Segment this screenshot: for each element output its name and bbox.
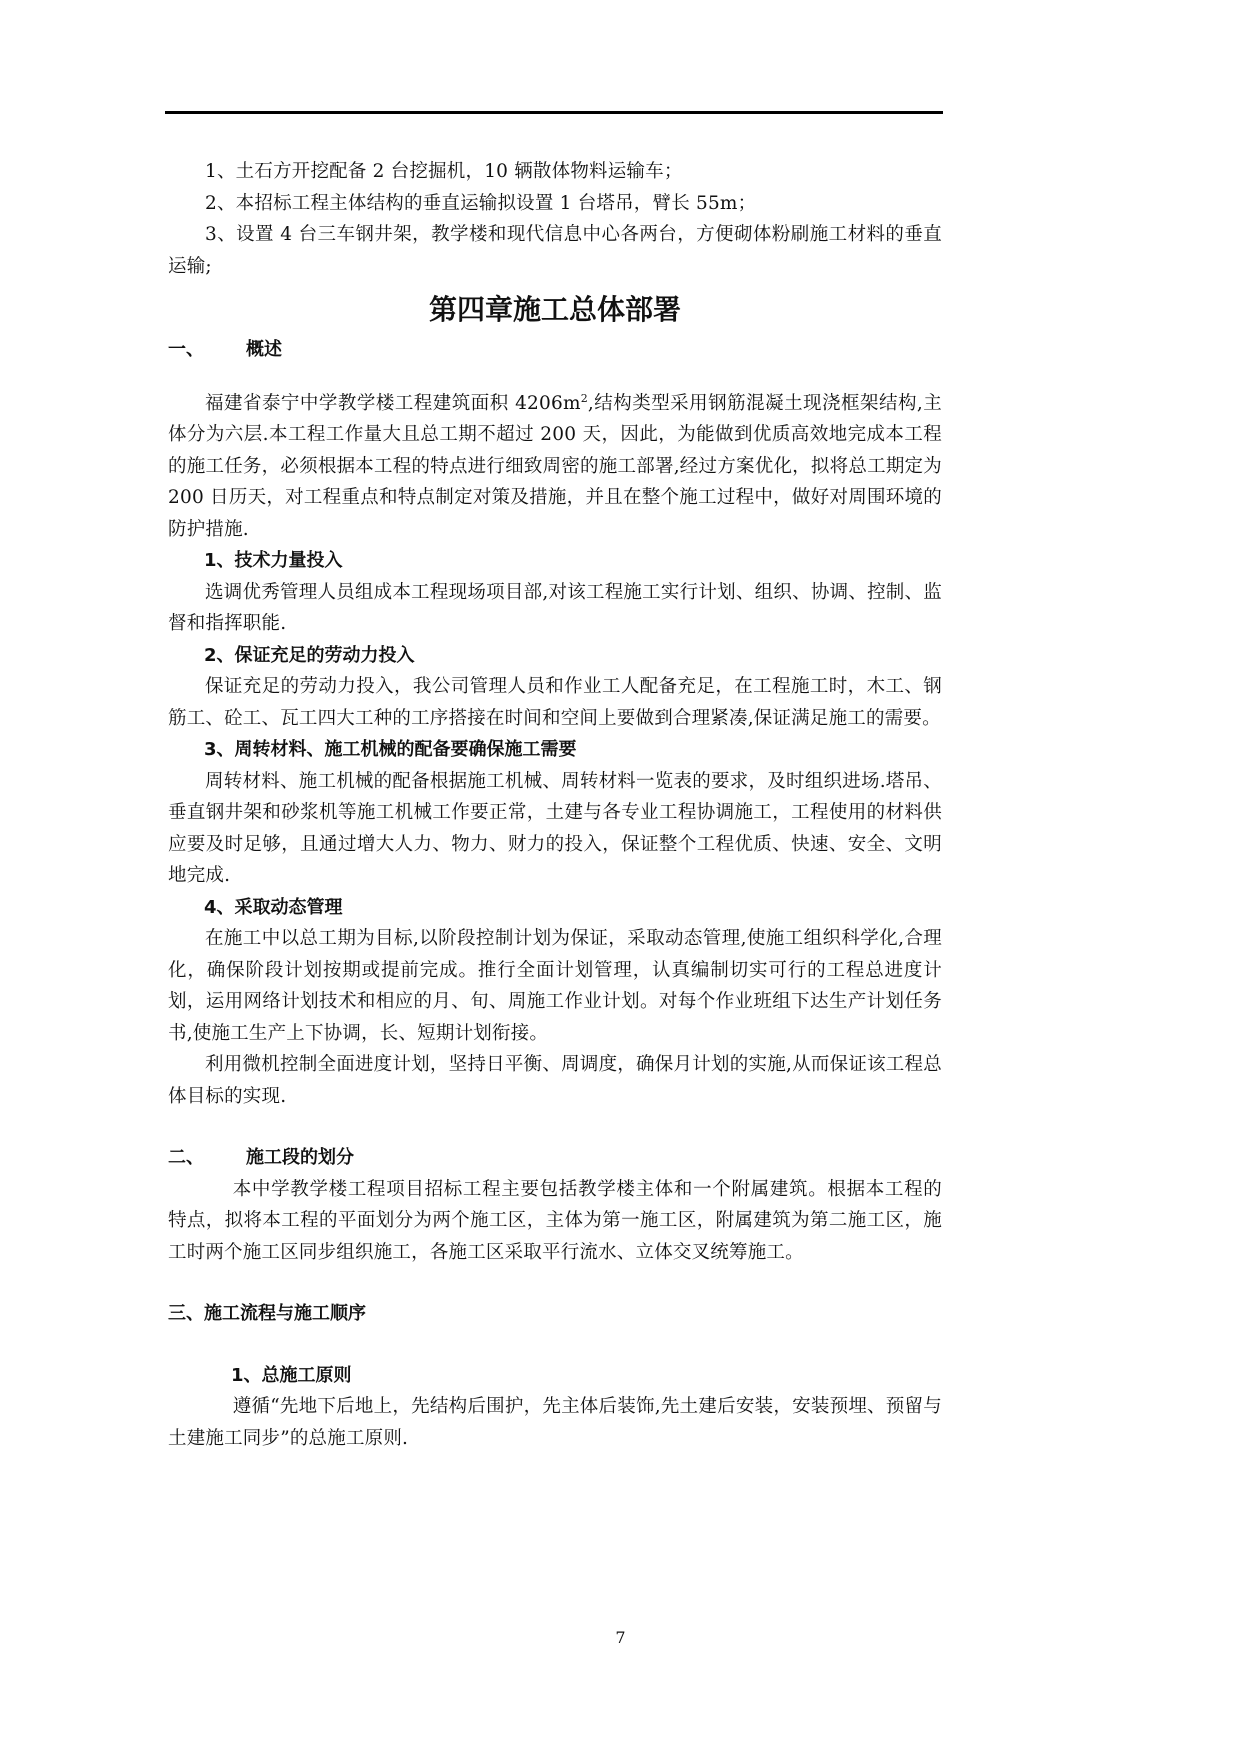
page-number: 7	[615, 1628, 626, 1647]
body-paragraph: 利用微机控制全面进度计划，坚持日平衡、周调度，确保月计划的实施,从而保证该工程总体目标的实现.	[168, 1054, 942, 1107]
body-paragraph: 周转材料、施工机械的配备根据施工机械、周转材料一览表的要求，及时组织进场.塔吊、垂直钢井架和砂浆机等施工机械工作要正常，土建与各专业工程协调施工，工程使用的材料供应要及时足够，且通过增大人力、物力、财力的投入，保证整个工程优质、快速、安全、文明地完成.	[168, 770, 942, 886]
document-page	[168, 130, 942, 1454]
superscript: 2	[580, 391, 588, 405]
intro-list-item: 2、本招标工程主体结构的垂直运输拟设置 1 台塔吊，臂长 55m；	[205, 192, 757, 214]
section-heading-division	[168, 1142, 942, 1174]
principle-paragraph: 遵循“先地下后地上，先结构后围护，先主体后装饰,先土建后安装，安装预埋、预留与土建施工同步”的总施工原则.	[168, 1396, 942, 1449]
division-paragraph: 本中学教学楼工程项目招标工程主要包括教学楼主体和一个附属建筑。根据本工程的特点，拟将本工程的平面划分为两个施工区，主体为第一施工区，附属建筑为第二施工区，施工时两个施工区同步组织施工，各施工区采取平行流水、立体交叉统筹施工。	[168, 1178, 942, 1263]
subheading-materials-machinery: 3、周转材料、施工机械的配备要确保施工需要	[204, 739, 577, 760]
overview-text-b: ,结构类型采用钢筋混凝土现浇框架结构,主体分为六层.本工程工作量大且总工期不超过 200 天，因此，为能做到优质高效地完成本工程的施工任务，必须根据本工程的特点进行细致周密的施工部署,经过方案优化，拟将总工期定为 200 日历天，对工程重点和特点制定对策及措施，并且在整个施工过程中，做好对周围环境的防护措施.	[168, 392, 942, 540]
subheading-labor: 2、保证充足的劳动力投入	[204, 644, 415, 666]
section-heading-flow: 三、施工流程与施工顺序	[168, 1303, 366, 1324]
subheading-technical-force: 1、技术力量投入	[204, 550, 343, 571]
overview-text-a: 福建省泰宁中学教学楼工程建筑面积 4206m	[205, 392, 581, 414]
body-paragraph: 在施工中以总工期为目标,以阶段控制计划为保证，采取动态管理,使施工组织科学化,合理化，确保阶段计划按期或提前完成。推行全面计划管理，认真编制切实可行的工程总进度计划，运用网络计划技术和相应的月、旬、周施工作业计划。对每个作业班组下达生产计划任务书,使施工生产上下协调，长、短期计划衔接。	[168, 928, 942, 1044]
section-heading-overview	[168, 334, 942, 366]
section-title: 概述	[246, 339, 282, 360]
body-paragraph: 保证充足的劳动力投入，我公司管理人员和作业工人配备充足，在工程施工时，木工、钢筋工、砼工、瓦工四大工种的工序搭接在时间和空间上要做到合理紧凑,保证满足施工的需要。	[168, 676, 942, 729]
intro-list-item: 3、设置 4 台三车钢井架，教学楼和现代信息中心各两台，方便砌体粉刷施工材料的垂直运输;	[168, 224, 942, 277]
subheading-dynamic-management: 4、采取动态管理	[204, 896, 343, 918]
chapter-title: 第四章施工总体部署	[428, 293, 681, 326]
section-number: 一、	[168, 339, 204, 360]
header-rule	[165, 111, 943, 114]
body-paragraph: 选调优秀管理人员组成本工程现场项目部,对该工程施工实行计划、组织、协调、控制、监督和指挥职能.	[168, 581, 942, 634]
section-title: 施工段的划分	[246, 1147, 354, 1168]
overview-paragraph	[168, 388, 942, 546]
subheading-general-principle: 1、总施工原则	[231, 1364, 352, 1386]
intro-list-item: 1、土石方开挖配备 2 台挖掘机，10 辆散体物料运输车；	[205, 161, 683, 182]
section-number: 二、	[168, 1147, 204, 1168]
